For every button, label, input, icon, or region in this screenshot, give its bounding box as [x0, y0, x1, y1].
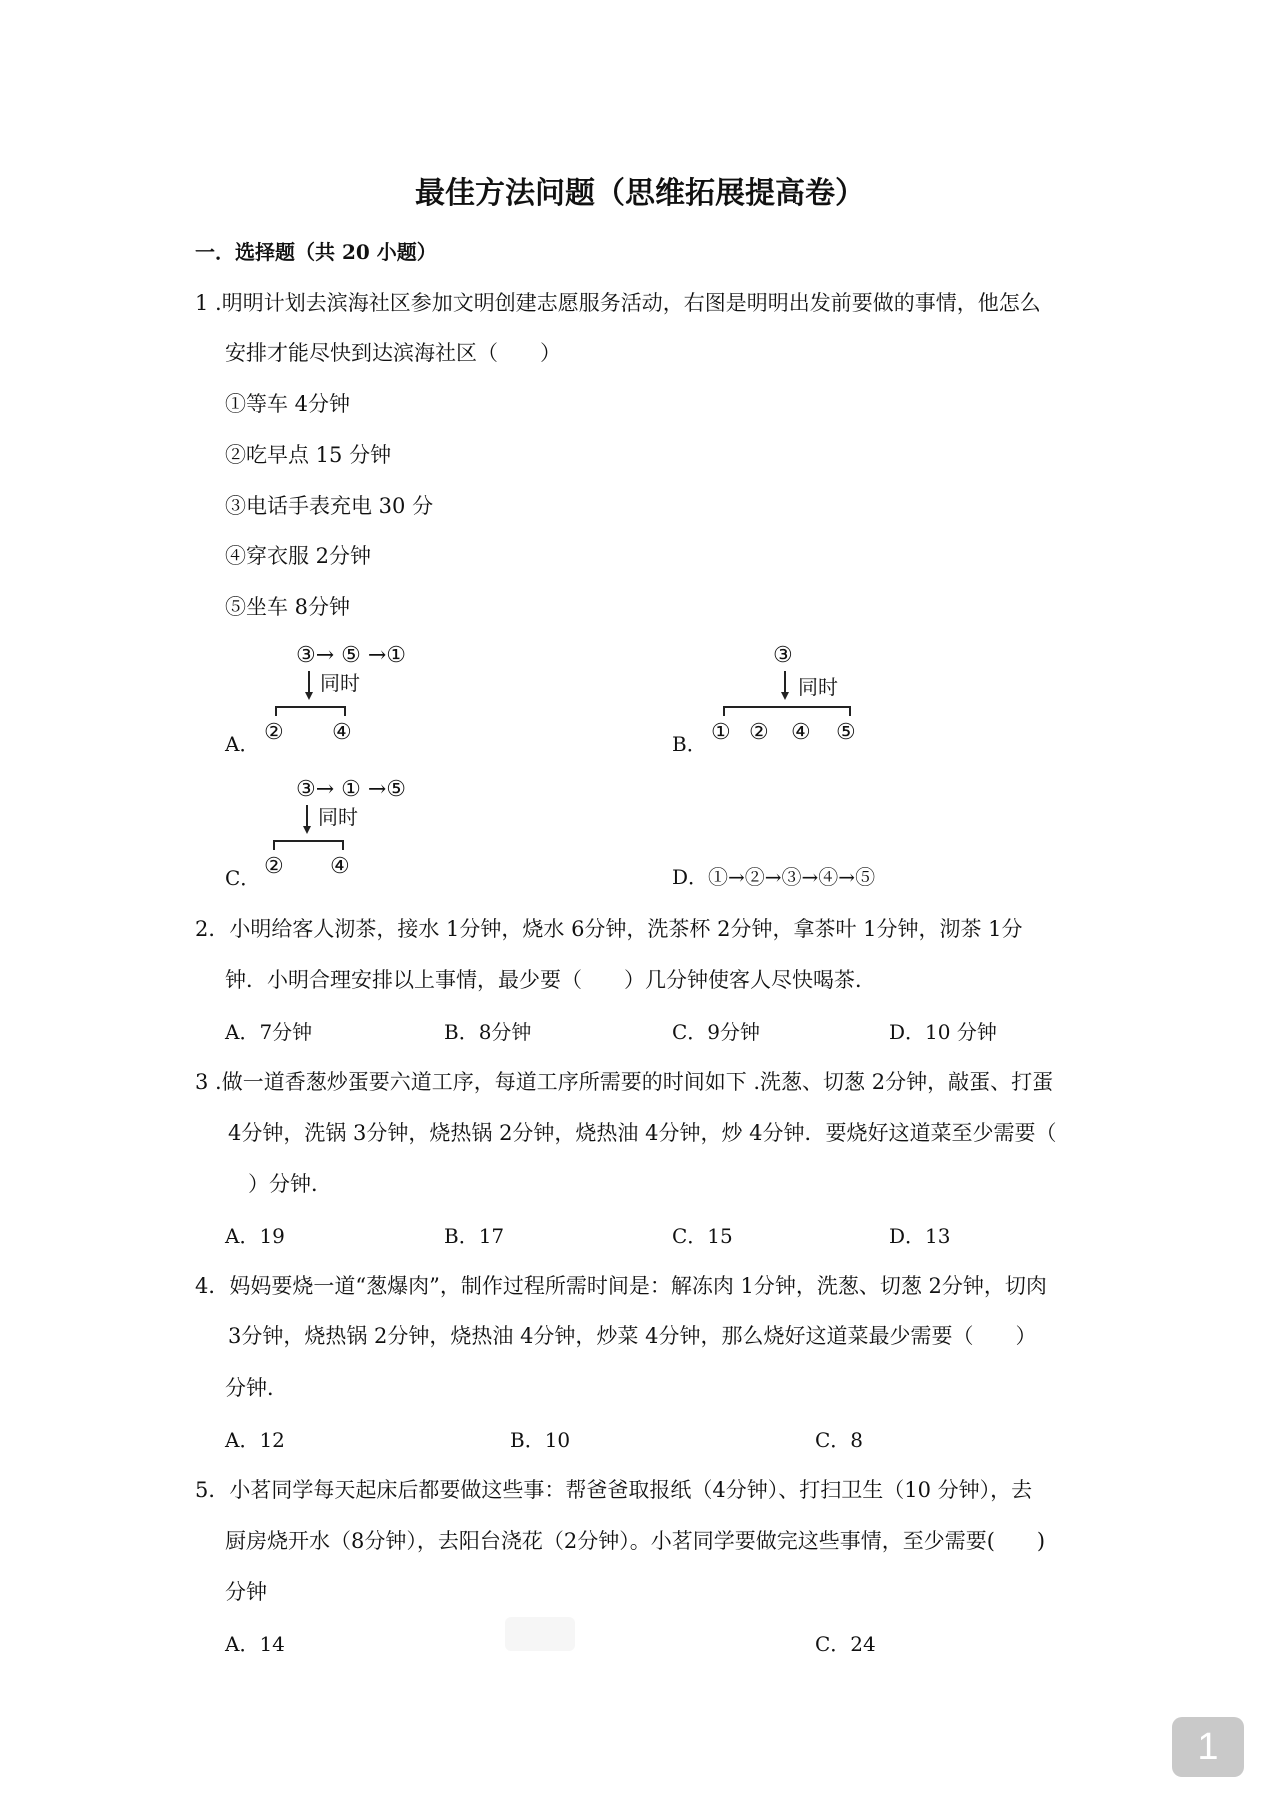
- diagram-note: 同时: [318, 805, 358, 829]
- option-a-label: A．: [225, 732, 260, 756]
- option-c[interactable]: C．24: [815, 1632, 876, 1656]
- blurred-option-b: [505, 1617, 575, 1651]
- question-1-item: ②吃早点 15 分钟: [225, 443, 392, 467]
- option-a[interactable]: A．19: [225, 1224, 285, 1248]
- question-1-item: ⑤坐车 8分钟: [225, 595, 351, 619]
- diagram-circle: ①: [711, 720, 731, 745]
- question-1-item: ③电话手表充电 30 分: [225, 494, 434, 518]
- option-d[interactable]: D．13: [889, 1224, 951, 1248]
- question-3-text: 3 .做一道香葱炒蛋要六道工序，每道工序所需要的时间如下 .洗葱、切葱 2分钟，敲蛋、打蛋: [195, 1070, 1054, 1094]
- question-1-text: 安排才能尽快到达滨海社区（ ）: [225, 341, 561, 365]
- diagram-circle: ⑤: [836, 720, 856, 745]
- question-5-text: 5．小茗同学每天起床后都要做这些事：帮爸爸取报纸（4分钟）、打扫卫生（10 分钟），去: [195, 1478, 1033, 1502]
- question-5-text: 厨房烧开水（8分钟），去阳台浇花（2分钟）。小茗同学要做完这些事情，至少需要( ): [225, 1529, 1046, 1553]
- diagram-circle: ④: [332, 720, 352, 745]
- question-5-text: 分钟: [225, 1580, 267, 1604]
- option-b[interactable]: B．10: [510, 1428, 571, 1452]
- question-4-text: 4．妈妈要烧一道“葱爆肉”，制作过程所需时间是：解冻肉 1分钟，洗葱、切葱 2分钟，切肉: [195, 1274, 1047, 1298]
- diagram-note: 同时: [320, 671, 360, 695]
- page-number-badge[interactable]: 1: [1172, 1717, 1244, 1777]
- option-c[interactable]: C．8: [815, 1428, 864, 1452]
- option-c[interactable]: C．9分钟: [672, 1020, 761, 1044]
- diagram-top: ③: [773, 643, 793, 668]
- question-3-text: 4分钟，洗锅 3分钟，烧热锅 2分钟，烧热油 4分钟，炒 4分钟．要烧好这道菜至少需要（: [228, 1121, 1057, 1145]
- diagram-circle: ②: [264, 854, 284, 879]
- diagram-note: 同时: [798, 675, 838, 699]
- page-title: 最佳方法问题（思维拓展提高卷）: [415, 176, 865, 211]
- question-4-text: 分钟．: [225, 1376, 288, 1400]
- option-c[interactable]: C．15: [672, 1224, 733, 1248]
- diagram-circle: ④: [791, 720, 811, 745]
- question-2-text: 2．小明给客人沏茶，接水 1分钟，烧水 6分钟，洗茶杯 2分钟，拿茶叶 1分钟，沏茶 1分: [195, 917, 1023, 941]
- question-1-text: 1 .明明计划去滨海社区参加文明创建志愿服务活动，右图是明明出发前要做的事情，他怎么: [195, 291, 1041, 315]
- diagram-circle: ②: [264, 720, 284, 745]
- option-a[interactable]: A．7分钟: [225, 1020, 313, 1044]
- diagram-circle: ②: [749, 720, 769, 745]
- option-a[interactable]: A．14: [225, 1632, 285, 1656]
- diagram-sequence: ③→ ① →⑤: [296, 777, 407, 802]
- option-b[interactable]: B．17: [444, 1224, 505, 1248]
- option-c-label: C．: [225, 866, 261, 890]
- question-2-text: 钟．小明合理安排以上事情，最少要（ ）几分钟使客人尽快喝茶．: [225, 968, 876, 992]
- question-1-item: ④穿衣服 2分钟: [225, 544, 372, 568]
- question-3-text: ）分钟．: [248, 1172, 332, 1196]
- option-a[interactable]: A．12: [225, 1428, 285, 1452]
- option-d[interactable]: D．①→②→③→④→⑤: [672, 865, 876, 889]
- diagram-sequence: ③→ ⑤ →①: [296, 643, 407, 668]
- option-d[interactable]: D．10 分钟: [889, 1020, 997, 1044]
- diagram-circle: ④: [330, 854, 350, 879]
- section-heading: 一．选择题（共 20 小题）: [195, 240, 437, 264]
- option-b-label: B．: [672, 732, 707, 756]
- question-1-item: ①等车 4分钟: [225, 392, 351, 416]
- question-4-text: 3分钟，烧热锅 2分钟，烧热油 4分钟，炒菜 4分钟，那么烧好这道菜最少需要（ ）: [228, 1324, 1037, 1348]
- option-b[interactable]: B．8分钟: [444, 1020, 532, 1044]
